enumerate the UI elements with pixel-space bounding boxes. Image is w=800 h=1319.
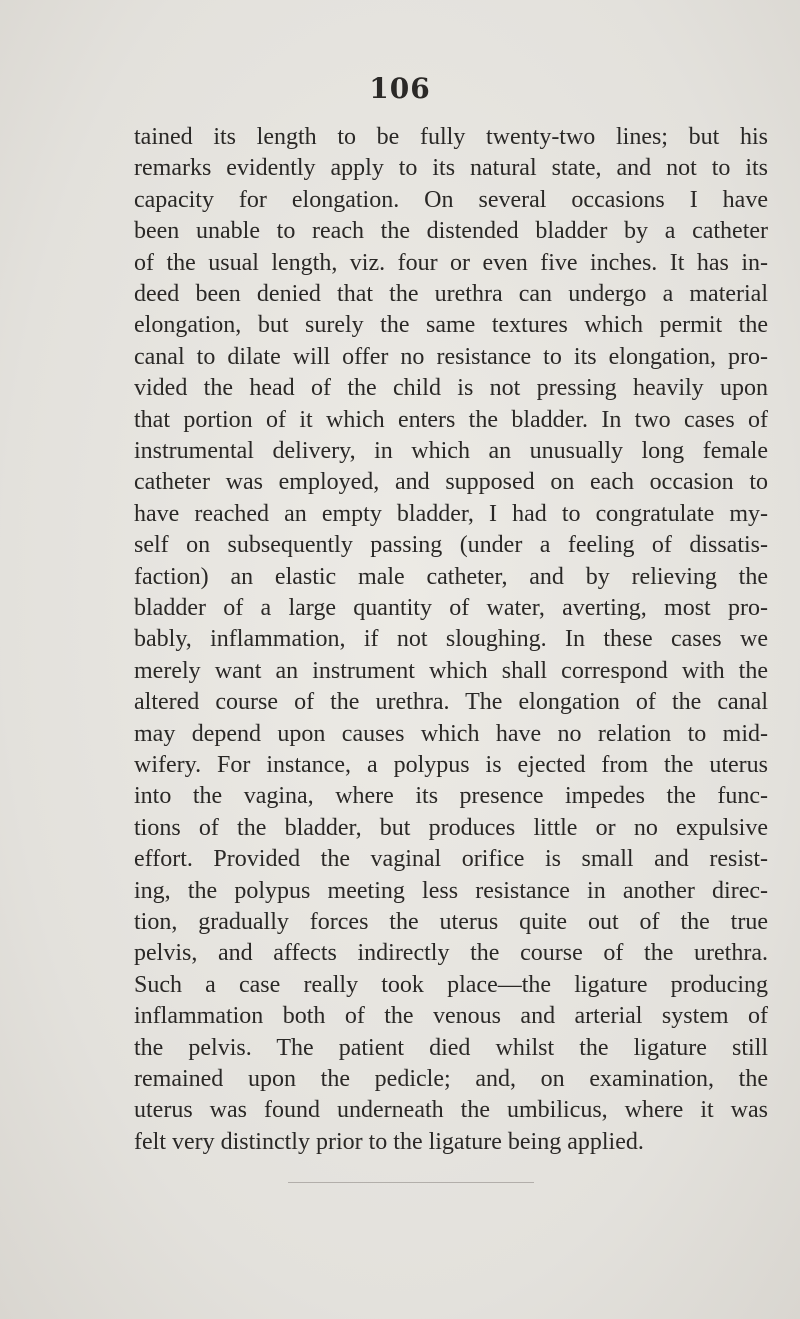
- text-line: canal to dilate will offer no resistance to its elongation, pro-: [134, 343, 768, 370]
- text-line: faction) an elastic male catheter, and by relieving the: [134, 563, 768, 590]
- text-line: ing, the polypus meeting less resistance in another direc-: [134, 877, 768, 904]
- text-line: pelvis, and affects indirectly the course of the urethra.: [134, 940, 768, 967]
- text-line: may depend upon causes which have no relation to mid-: [134, 720, 768, 747]
- text-line: Such a case really took place—the ligature producing: [134, 971, 768, 998]
- text-line: tained its length to be fully twenty-two lines; but his: [134, 124, 768, 150]
- text-line: uterus was found underneath the umbilicus, where it was: [134, 1097, 768, 1124]
- end-rule: [288, 1182, 534, 1183]
- text-line: deed been denied that the urethra can undergo a material: [134, 281, 768, 307]
- text-line: inflammation both of the venous and arterial system of: [134, 1003, 768, 1030]
- text-line: elongation, but surely the same textures which permit the: [134, 312, 768, 339]
- text-line: tions of the bladder, but produces little or no expulsive: [134, 814, 768, 841]
- text-line: catheter was employed, and supposed on each occasion to: [134, 469, 768, 496]
- text-line: wifery. For instance, a polypus is ejected from the uterus: [134, 752, 768, 778]
- text-line: tion, gradually forces the uterus quite out of the true: [134, 909, 768, 935]
- text-line: bably, inflammation, if not sloughing. In these cases we: [134, 626, 768, 653]
- text-line: remarks evidently apply to its natural state, and not to its: [134, 155, 768, 182]
- text-line: of the usual length, viz. four or even five inches. It has in-: [134, 249, 768, 276]
- text-line: bladder of a large quantity of water, averting, most pro-: [134, 595, 768, 621]
- text-line: the pelvis. The patient died whilst the ligature still: [134, 1034, 768, 1061]
- page-number: 106: [369, 72, 431, 105]
- text-line: that portion of it which enters the bladder. In two cases of: [134, 406, 768, 433]
- text-line: vided the head of the child is not pressing heavily upon: [134, 375, 768, 402]
- text-line: altered course of the urethra. The elongation of the canal: [134, 689, 768, 716]
- text-line: felt very distinctly prior to the ligature being applied.: [134, 1128, 644, 1155]
- text-line: been unable to reach the distended bladder by a catheter: [134, 218, 768, 245]
- text-line: self on subsequently passing (under a feeling of dissatis-: [134, 532, 768, 559]
- text-line: into the vagina, where its presence impedes the func-: [134, 783, 768, 810]
- text-line: effort. Provided the vaginal orifice is small and resist-: [134, 846, 768, 873]
- text-line: capacity for elongation. On several occasions I have: [134, 186, 768, 213]
- text-line: have reached an empty bladder, I had to congratulate my-: [134, 500, 768, 527]
- text-line: remained upon the pedicle; and, on examination, the: [134, 1066, 768, 1092]
- text-line: instrumental delivery, in which an unusually long female: [134, 438, 768, 464]
- text-line: merely want an instrument which shall correspond with the: [134, 657, 768, 684]
